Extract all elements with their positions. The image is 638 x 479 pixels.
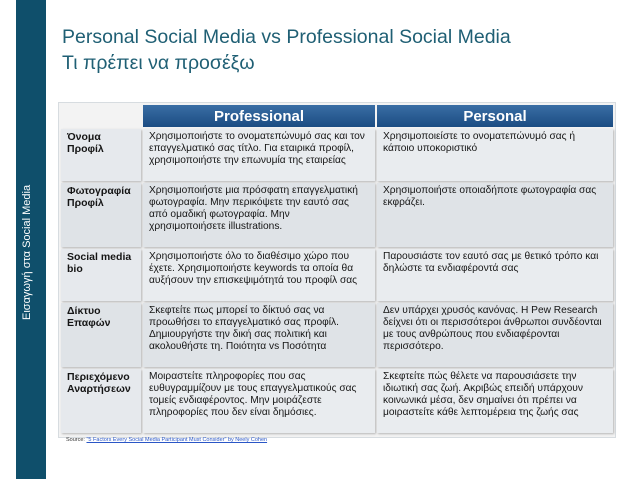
comparison-table (58, 102, 616, 438)
professional-cell: Χρησιμοποιήστε μια πρόσφατη επαγγελματική φωτογραφία. Μην περικόψετε την εαυτό σας από ομαδική φωτογραφία. Μην χρησιμοποιήσετε illustrations. (143, 183, 375, 247)
personal-cell: Χρησιμοποιείστε το ονοματεπώνυμό σας ή κάποιο υποκοριστικό (377, 129, 613, 181)
personal-cell: Δεν υπάρχει χρυσός κανόνας. Η Pew Research δείχνει ότι οι περισσότεροι άνθρωποι συνδέονται με τους ανθρώπους που ενδιαφέρονται περισσότερο. (377, 303, 613, 367)
sidebar (0, 0, 46, 479)
row-label: Όνομα Προφίλ (61, 129, 141, 181)
table-row (61, 183, 613, 247)
professional-cell: Σκεφτείτε πως μπορεί το δίκτυό σας να προωθήσει το επαγγελματικό σας προφίλ. Δημιουργήστε την δική σας πολιτική και ακολουθήστε τη. Ποιότητα vs Ποσότητα (143, 303, 375, 367)
row-label: Φωτογραφία Προφίλ (61, 183, 141, 247)
slide-subtitle: Τι πρέπει να προσέξω (62, 52, 255, 74)
sidebar-vertical-title (21, 300, 33, 320)
personal-cell: Παρουσιάστε τον εαυτό σας με θετικό τρόπο και δηλώστε τα ενδιαφέροντά σας (377, 249, 613, 301)
row-label: Social media bio (61, 249, 141, 301)
source-link[interactable]: "5 Factors Every Social Media Participant Must Consider" by Neely Cohen (86, 437, 268, 443)
table-row (61, 369, 613, 433)
professional-cell: Μοιραστείτε πληροφορίες που σας ευθυγραμμίζουν με τους επαγγελματικούς σας τομείς ενδιαφέροντος. Μην μοιράζεστε πληροφορίες που δεν είναι δημόσιες. (143, 369, 375, 433)
source-prefix: Source: (66, 437, 87, 443)
table-row (61, 303, 613, 367)
table-row (61, 129, 613, 181)
slide-title: Personal Social Media vs Professional Social Media (62, 26, 511, 48)
header-professional: Professional (143, 105, 375, 127)
professional-cell: Χρησιμοποιήστε όλο το διαθέσιμο χώρο που έχετε. Χρησιμοποιήστε keywords τα οποία θα αυξήσουν την επισκεψιμότητά του προφίλ σας (143, 249, 375, 301)
personal-cell: Χρησιμοποιήστε οποιαδήποτε φωτογραφία σας εκφράζει. (377, 183, 613, 247)
professional-cell: Χρησιμοποιήστε το ονοματεπώνυμό σας και τον επαγγελματικό σας τίτλο. Για εταιρικά προφίλ, χρησιμοποιήστε την επωνυμία της εταιρείας (143, 129, 375, 181)
row-label: Περιεχόμενο Αναρτήσεων (61, 369, 141, 433)
source-citation (66, 437, 267, 443)
personal-cell: Σκεφτείτε πώς θέλετε να παρουσιάσετε την ιδιωτική σας ζωή. Ακριβώς επειδή υπάρχουν κοινωνικά μέσα, δεν σημαίνει ότι πρέπει να μοιραστείτε κάθε λεπτομέρεια της ζωής σας (377, 369, 613, 433)
row-label: Δίκτυο Επαφών (61, 303, 141, 367)
header-personal: Personal (377, 105, 613, 127)
table-row (61, 249, 613, 301)
